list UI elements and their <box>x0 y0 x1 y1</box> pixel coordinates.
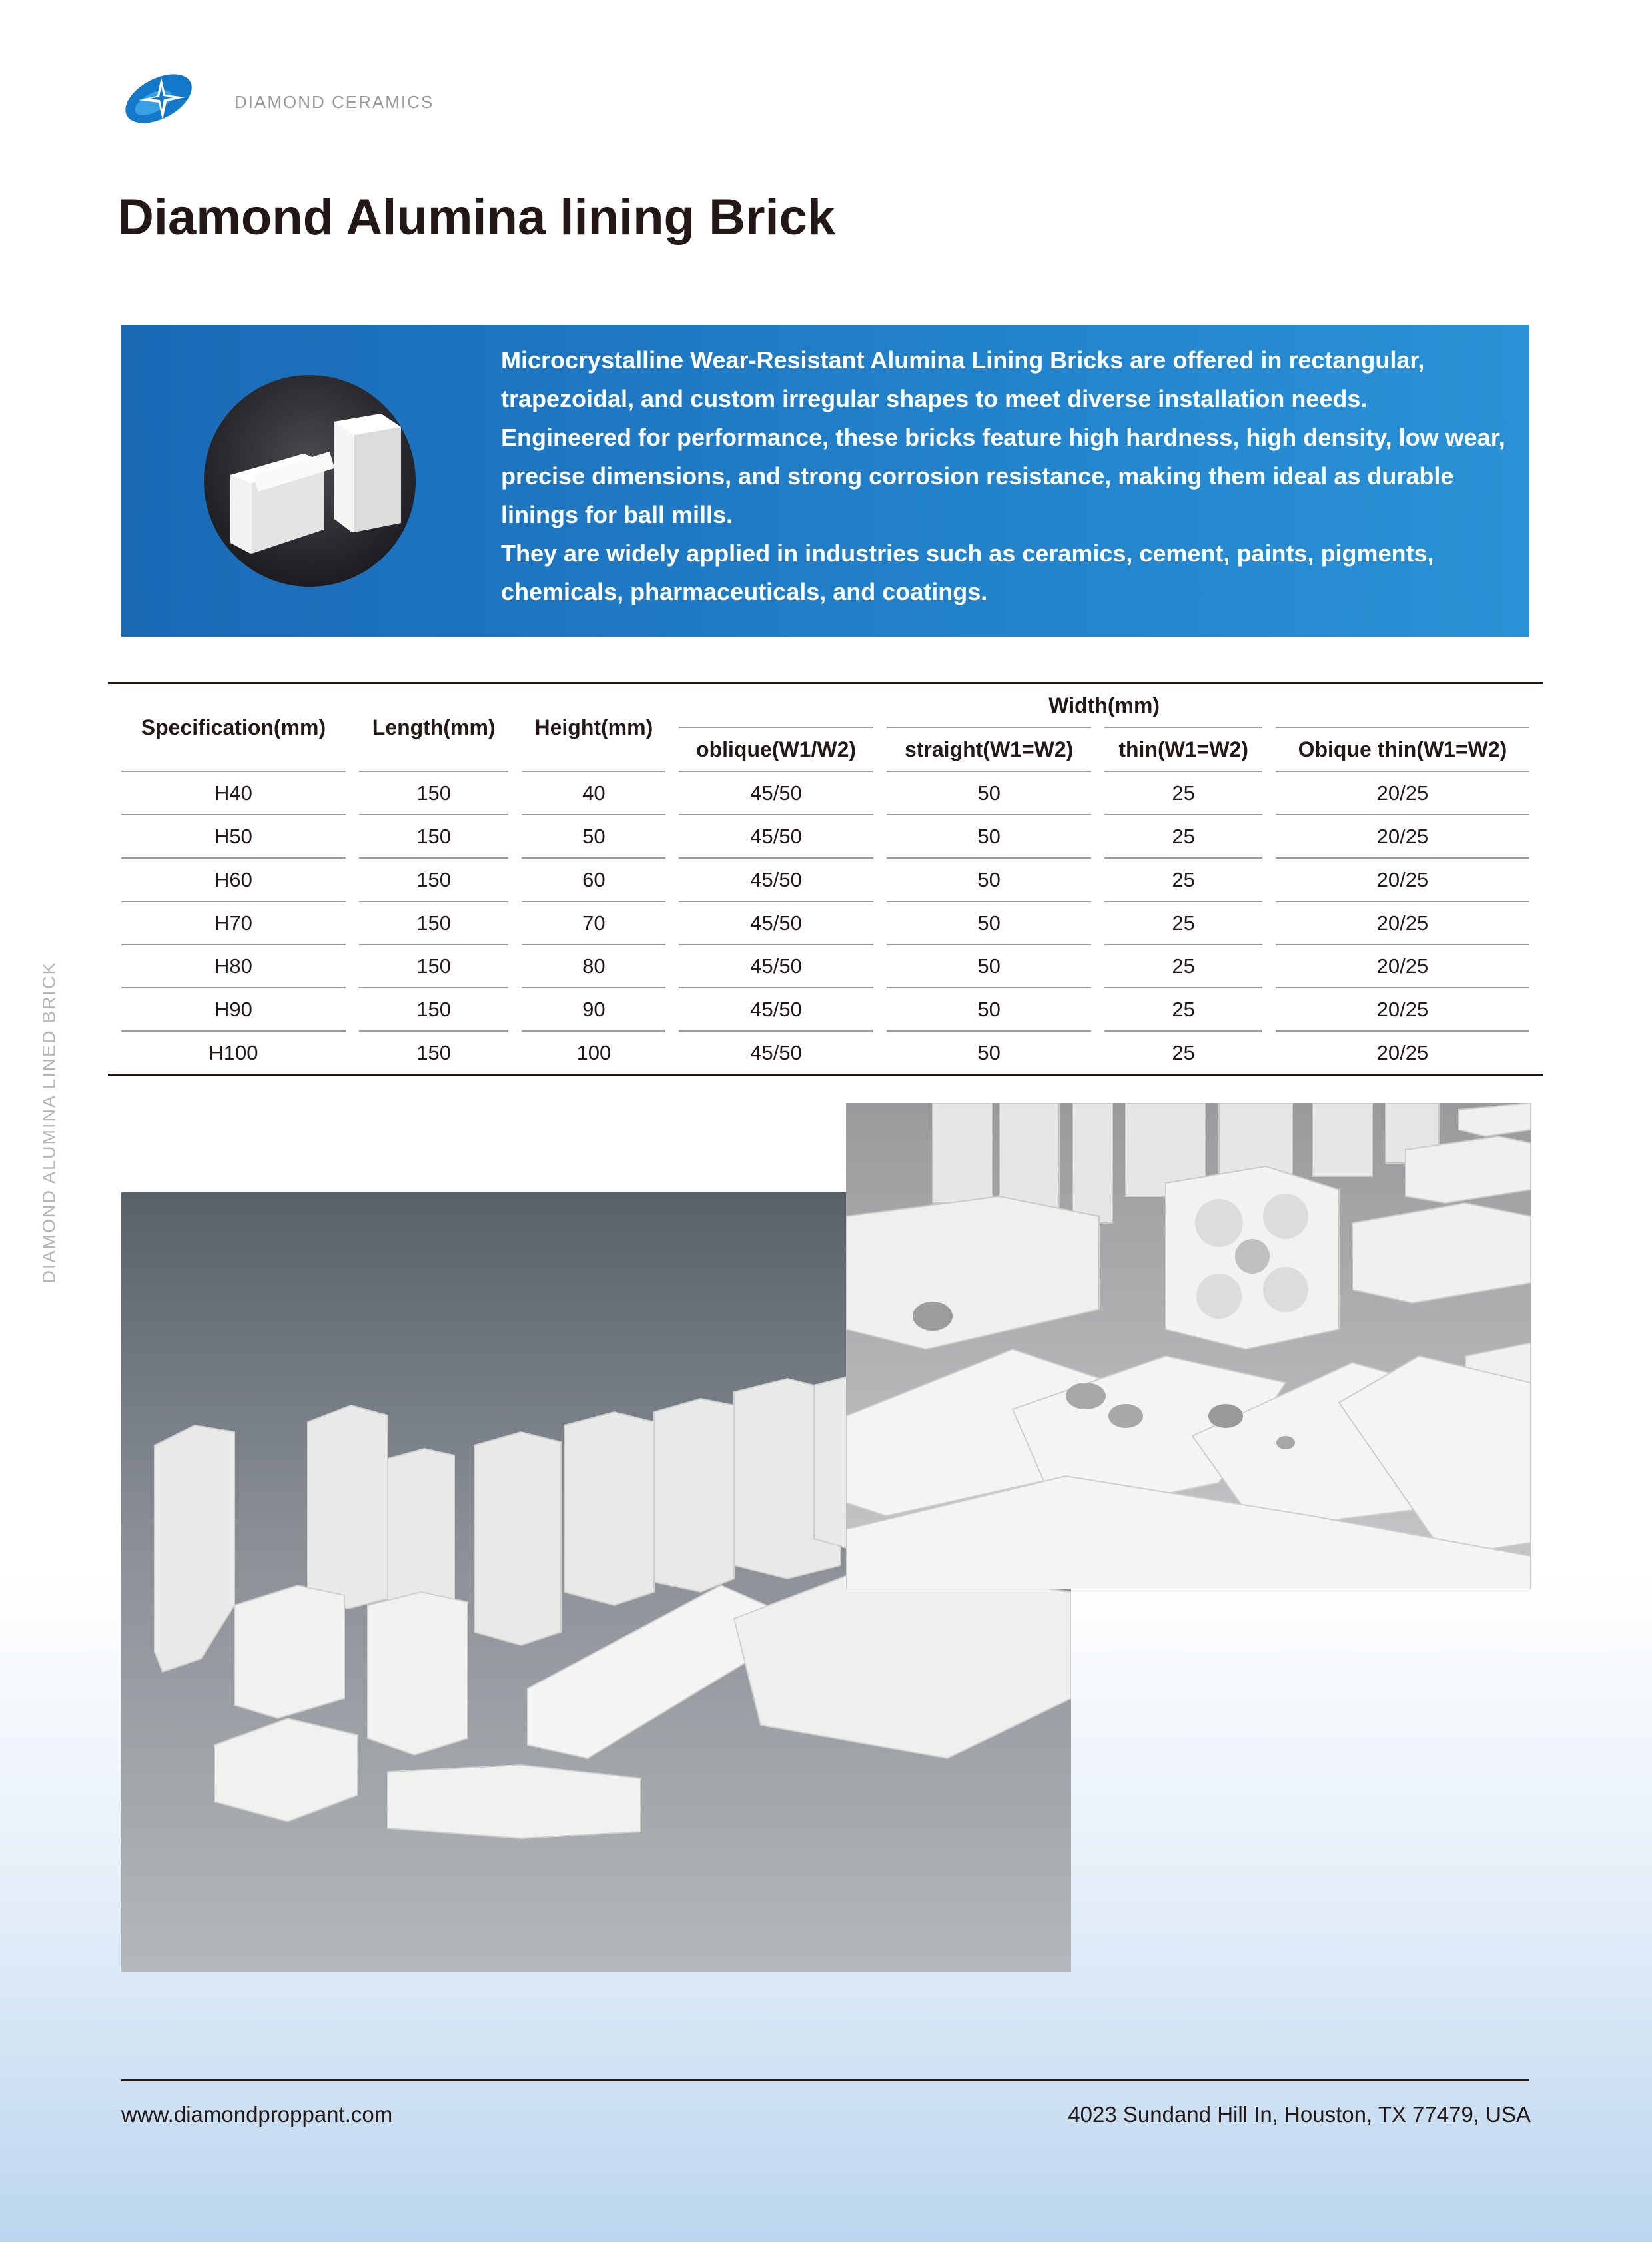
cell-thin: 25 <box>1104 945 1262 988</box>
table-row <box>121 859 1529 902</box>
cell-oblique-thin: 20/25 <box>1276 945 1529 988</box>
cell-oblique: 45/50 <box>679 988 873 1032</box>
cell-length: 150 <box>359 945 509 988</box>
cell-thin: 25 <box>1104 988 1262 1032</box>
col-header-oblique-thin: Obique thin(W1=W2) <box>1276 727 1529 772</box>
cell-oblique-thin: 20/25 <box>1276 859 1529 902</box>
alumina-brick-round-photo <box>204 375 416 587</box>
cell-oblique: 45/50 <box>679 859 873 902</box>
cell-spec: H100 <box>208 1040 258 1064</box>
cell-oblique-thin: 20/25 <box>1376 1040 1429 1064</box>
cell-height: 70 <box>522 902 665 945</box>
footer-divider <box>121 2079 1529 2081</box>
cell-oblique: 45/50 <box>750 1040 802 1064</box>
cell-straight: 50 <box>887 902 1092 945</box>
intro-description <box>501 341 1532 611</box>
intro-paragraph: Engineered for performance, these bricks feature high hardness, high density, low wear, precise dimensions, and strong corrosion resistance, making them ideal as durable linings for ball mills. <box>501 424 1505 528</box>
perforated-alumina-plates-photo <box>846 1103 1531 1589</box>
col-header-spec: Specification(mm) <box>121 684 346 772</box>
cell-spec: H50 <box>121 815 346 859</box>
spec-table <box>108 682 1543 1076</box>
cell-oblique: 45/50 <box>679 945 873 988</box>
cell-spec: H90 <box>121 988 346 1032</box>
cell-length: 150 <box>359 902 509 945</box>
col-header-height: Height(mm) <box>522 684 665 772</box>
intro-paragraph: Microcrystalline Wear-Resistant Alumina Lining Bricks are offered in rectangular, trapezoidal, and custom irregular shapes to meet diverse installation needs. <box>501 346 1425 412</box>
cell-straight: 50 <box>887 859 1092 902</box>
table-row <box>121 945 1529 988</box>
cell-oblique-thin: 20/25 <box>1276 902 1529 945</box>
cell-thin: 25 <box>1104 859 1262 902</box>
cell-length: 150 <box>359 859 509 902</box>
cell-straight: 50 <box>887 945 1092 988</box>
cell-spec: H70 <box>121 902 346 945</box>
cell-height: 90 <box>522 988 665 1032</box>
cell-oblique-thin: 20/25 <box>1276 772 1529 815</box>
cell-length: 150 <box>359 988 509 1032</box>
cell-thin: 25 <box>1172 1040 1195 1064</box>
table-row <box>121 1032 1529 1074</box>
col-header-straight: straight(W1=W2) <box>887 727 1092 772</box>
table-row <box>121 772 1529 815</box>
diamond-star-logo-icon <box>121 67 196 131</box>
cell-thin: 25 <box>1104 902 1262 945</box>
col-header-width-group: Width(mm) <box>1048 693 1160 717</box>
cell-spec: H40 <box>121 772 346 815</box>
cell-length: 150 <box>416 1040 452 1064</box>
cell-oblique: 45/50 <box>679 902 873 945</box>
cell-oblique-thin: 20/25 <box>1276 988 1529 1032</box>
col-header-thin: thin(W1=W2) <box>1104 727 1262 772</box>
footer-website-link[interactable]: www.diamondproppant.com <box>121 2102 393 2127</box>
cell-thin: 25 <box>1104 772 1262 815</box>
table-row <box>121 815 1529 859</box>
brand-name: DIAMOND CERAMICS <box>234 92 434 112</box>
cell-straight: 50 <box>887 772 1092 815</box>
cell-height: 60 <box>522 859 665 902</box>
page-title: Diamond Alumina lining Brick <box>117 189 836 246</box>
cell-straight: 50 <box>977 1040 1001 1064</box>
cell-straight: 50 <box>887 815 1092 859</box>
cell-spec: H60 <box>121 859 346 902</box>
cell-height: 100 <box>576 1040 612 1064</box>
table-row <box>121 902 1529 945</box>
cell-thin: 25 <box>1104 815 1262 859</box>
cell-height: 40 <box>522 772 665 815</box>
cell-oblique: 45/50 <box>679 772 873 815</box>
cell-length: 150 <box>359 815 509 859</box>
footer-address: 4023 Sundand Hill In, Houston, TX 77479, USA <box>1068 2102 1531 2127</box>
cell-height: 50 <box>522 815 665 859</box>
cell-height: 80 <box>522 945 665 988</box>
cell-oblique-thin: 20/25 <box>1276 815 1529 859</box>
cell-length: 150 <box>359 772 509 815</box>
side-vertical-label: DIAMOND ALUMINA LINED BRICK <box>39 961 59 1284</box>
cell-straight: 50 <box>887 988 1092 1032</box>
cell-oblique: 45/50 <box>679 815 873 859</box>
intro-paragraph: They are widely applied in industries such as ceramics, cement, paints, pigments, chemicals, pharmaceuticals, and coatings. <box>501 540 1434 605</box>
col-header-length: Length(mm) <box>359 684 509 772</box>
col-header-oblique: oblique(W1/W2) <box>679 727 873 772</box>
cell-spec: H80 <box>121 945 346 988</box>
table-row <box>121 988 1529 1032</box>
